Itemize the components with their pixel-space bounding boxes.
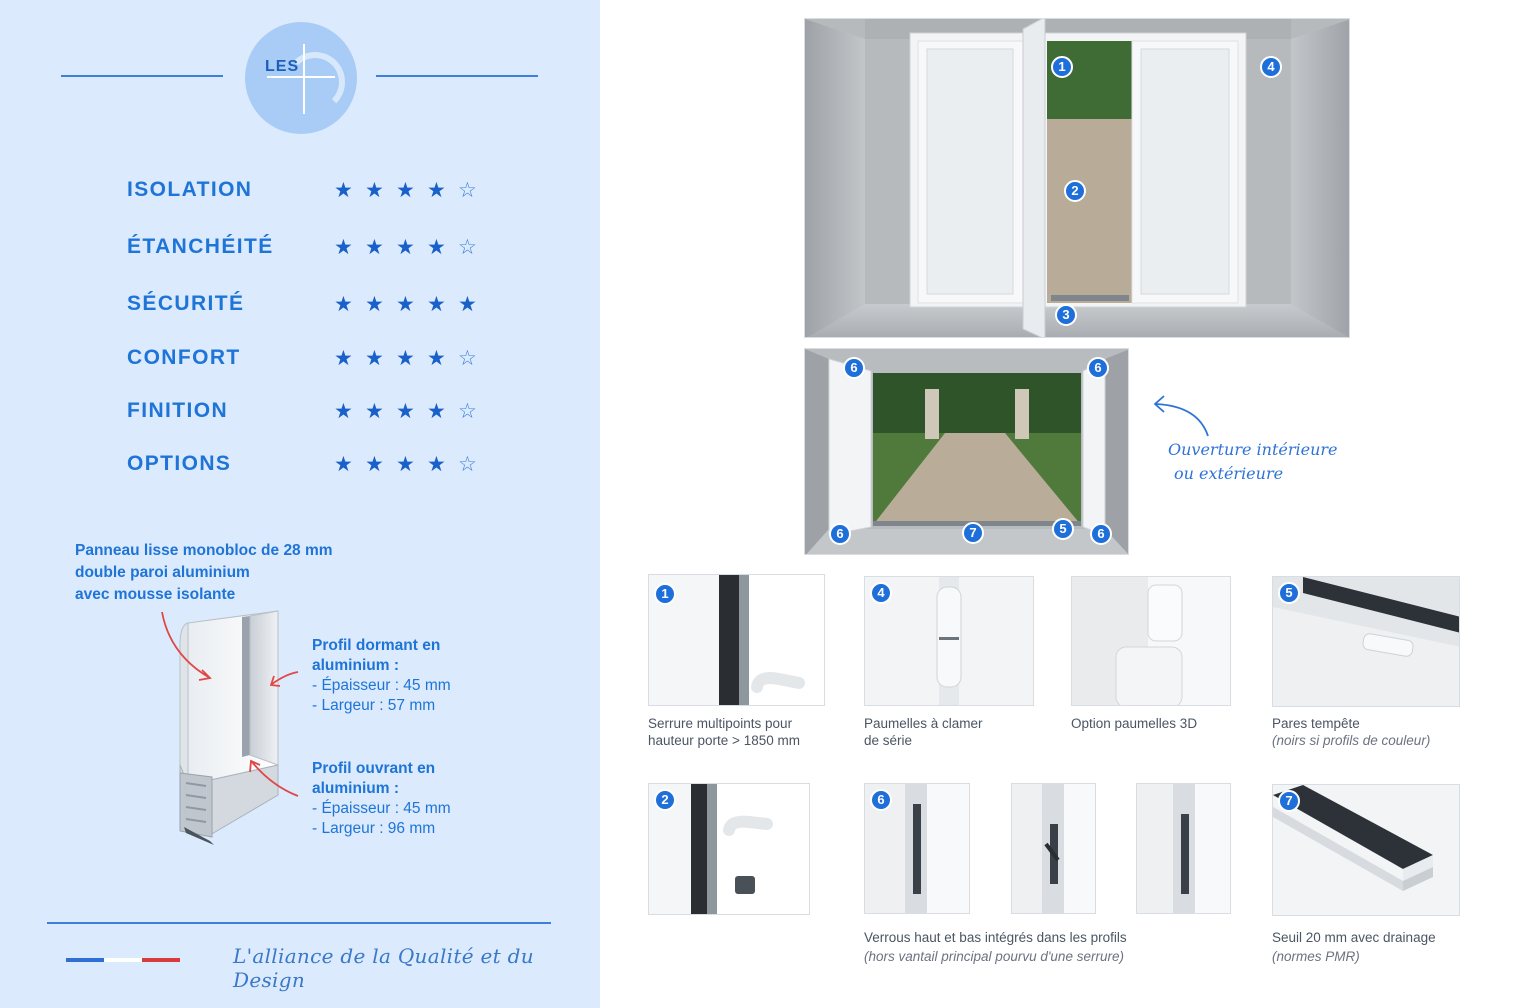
rating-stars — [334, 178, 489, 202]
caption-paumelles3d — [1071, 715, 1197, 732]
star-empty-icon: ☆ — [458, 399, 477, 423]
caption-pares-note: (noirs si profils de couleur) — [1272, 733, 1431, 748]
rating-row — [127, 292, 527, 322]
star-filled-icon: ★ — [458, 292, 477, 316]
logo-cross-horizontal — [267, 76, 335, 78]
detail-badge-1: 1 — [654, 583, 676, 605]
star-filled-icon: ★ — [365, 346, 384, 370]
star-filled-icon: ★ — [396, 399, 415, 423]
detail-badge-4: 4 — [870, 582, 892, 604]
star-filled-icon: ★ — [365, 178, 384, 202]
paumelle-3d-illustration — [1072, 577, 1231, 706]
star-filled-icon: ★ — [365, 399, 384, 423]
rating-row — [127, 452, 527, 482]
header-divider-left — [61, 75, 223, 77]
star-filled-icon: ★ — [427, 235, 446, 259]
rating-row — [127, 178, 527, 208]
star-filled-icon: ★ — [427, 178, 446, 202]
star-empty-icon: ☆ — [458, 346, 477, 370]
dormant-title-2: aluminium : — [312, 657, 399, 674]
detail-badge-6: 6 — [870, 789, 892, 811]
header-divider-right — [376, 75, 538, 77]
rating-stars — [334, 399, 489, 423]
ouvrant-spec-2: - Largeur : 96 mm — [312, 820, 436, 837]
detail-badge-7: 7 — [1278, 790, 1300, 812]
dormant-title-1: Profil dormant en — [312, 637, 441, 654]
detail-serrure-photo — [648, 574, 825, 706]
star-filled-icon: ★ — [334, 235, 353, 259]
rating-label: OPTIONS — [127, 452, 232, 475]
rating-label: ÉTANCHÉITÉ — [127, 235, 274, 258]
badge-6-top-right: 6 — [1087, 357, 1109, 379]
panel-callout — [75, 540, 333, 606]
star-filled-icon: ★ — [334, 292, 353, 316]
rating-row — [127, 235, 527, 265]
star-empty-icon: ☆ — [458, 178, 477, 202]
detail-serrure-2-photo — [648, 783, 810, 915]
rating-stars — [334, 452, 489, 476]
caption-pares — [1272, 715, 1430, 749]
caption-serrure — [648, 715, 800, 749]
french-flag-stripe — [66, 958, 180, 962]
rating-label: CONFORT — [127, 346, 241, 369]
rating-row — [127, 346, 527, 376]
detail-paumelles3d-photo — [1071, 576, 1231, 706]
caption-paumelles — [864, 715, 983, 749]
ouvrant-title-1: Profil ouvrant en — [312, 760, 436, 777]
caption-seuil-note: (normes PMR) — [1272, 949, 1360, 964]
star-empty-icon: ☆ — [458, 235, 477, 259]
star-filled-icon: ★ — [365, 292, 384, 316]
star-filled-icon: ★ — [427, 399, 446, 423]
caption-verrous-note: (hors vantail principal pourvu d'une serrure) — [864, 949, 1124, 964]
badge-4: 4 — [1260, 56, 1282, 78]
detail-verrou-1-photo — [864, 783, 970, 914]
rating-label: ISOLATION — [127, 178, 253, 201]
flag-blue — [66, 958, 104, 962]
opening-note-line1: Ouverture intérieure — [1168, 440, 1338, 459]
star-filled-icon: ★ — [334, 346, 353, 370]
star-filled-icon: ★ — [365, 235, 384, 259]
slogan: L'alliance de la Qualité et du Design — [233, 944, 534, 992]
opening-note — [1168, 438, 1338, 486]
panel-callout-line3: avec mousse isolante — [75, 586, 236, 603]
panel-callout-line2: double paroi aluminium — [75, 564, 250, 581]
panel-callout-line1: Panneau lisse monobloc de 28 mm — [75, 542, 333, 559]
left-panel — [0, 0, 600, 1008]
badge-1: 1 — [1051, 56, 1073, 78]
caption-verrous — [864, 929, 1127, 965]
star-empty-icon: ☆ — [458, 452, 477, 476]
rating-stars — [334, 346, 489, 370]
detail-paumelles-photo — [864, 576, 1034, 706]
detail-verrou-3-photo — [1136, 783, 1231, 914]
detail-verrou-2-photo — [1011, 783, 1096, 914]
caption-pares-line1: Pares tempête — [1272, 716, 1360, 731]
curved-arrow-icon — [1148, 392, 1218, 442]
badge-7: 7 — [962, 522, 984, 544]
detail-badge-5: 5 — [1278, 582, 1300, 604]
rating-label: SÉCURITÉ — [127, 292, 245, 315]
detail-pares-photo — [1272, 576, 1460, 707]
badge-3: 3 — [1055, 304, 1077, 326]
verrou-2-illustration — [1012, 784, 1096, 914]
dormant-spec-2: - Largeur : 57 mm — [312, 697, 436, 714]
rating-row — [127, 399, 527, 429]
badge-5: 5 — [1052, 518, 1074, 540]
star-filled-icon: ★ — [334, 178, 353, 202]
verrou-3-illustration — [1137, 784, 1231, 914]
star-filled-icon: ★ — [396, 452, 415, 476]
rating-stars — [334, 235, 489, 259]
badge-2: 2 — [1064, 180, 1086, 202]
brand-logo — [245, 22, 357, 134]
flag-red — [142, 958, 180, 962]
dormant-callout — [312, 636, 451, 716]
caption-paumelles-line1: Paumelles à clamer — [864, 716, 983, 731]
caption-seuil-line1: Seuil 20 mm avec drainage — [1272, 930, 1436, 945]
opening-note-line2: ou extérieure — [1174, 464, 1284, 483]
caption-paumelles-line2: de série — [864, 733, 913, 748]
ouvrant-title-2: aluminium : — [312, 780, 399, 797]
badge-6-bottom-left: 6 — [829, 523, 851, 545]
rating-stars — [334, 292, 489, 316]
ouvrant-spec-1: - Épaisseur : 45 mm — [312, 800, 451, 817]
star-filled-icon: ★ — [396, 346, 415, 370]
badge-6-top-left: 6 — [843, 357, 865, 379]
door-closed-photo — [804, 18, 1350, 338]
star-filled-icon: ★ — [427, 292, 446, 316]
star-filled-icon: ★ — [396, 292, 415, 316]
footer-divider — [47, 922, 551, 924]
door-open-photo — [804, 348, 1129, 555]
star-filled-icon: ★ — [365, 452, 384, 476]
callout-arrows — [150, 600, 310, 810]
caption-paumelles3d-line1: Option paumelles 3D — [1071, 716, 1198, 731]
pare-tempete-illustration — [1273, 577, 1460, 707]
logo-cross-vertical — [303, 44, 305, 114]
caption-seuil — [1272, 929, 1436, 965]
caption-serrure-line1: Serrure multipoints pour — [648, 716, 793, 731]
seuil-illustration — [1273, 785, 1460, 916]
rating-label: FINITION — [127, 399, 229, 422]
caption-verrous-line1: Verrous haut et bas intégrés dans les profils — [864, 930, 1127, 945]
star-filled-icon: ★ — [334, 399, 353, 423]
badge-6-bottom-right: 6 — [1090, 523, 1112, 545]
flag-white — [104, 958, 142, 962]
star-filled-icon: ★ — [427, 346, 446, 370]
caption-serrure-line2: hauteur porte > 1850 mm — [648, 733, 800, 748]
detail-badge-2: 2 — [654, 789, 676, 811]
logo-text: LES — [265, 58, 300, 75]
star-filled-icon: ★ — [427, 452, 446, 476]
star-filled-icon: ★ — [396, 235, 415, 259]
star-filled-icon: ★ — [396, 178, 415, 202]
star-filled-icon: ★ — [334, 452, 353, 476]
detail-seuil-photo — [1272, 784, 1460, 916]
ouvrant-callout — [312, 759, 451, 839]
dormant-spec-1: - Épaisseur : 45 mm — [312, 677, 451, 694]
